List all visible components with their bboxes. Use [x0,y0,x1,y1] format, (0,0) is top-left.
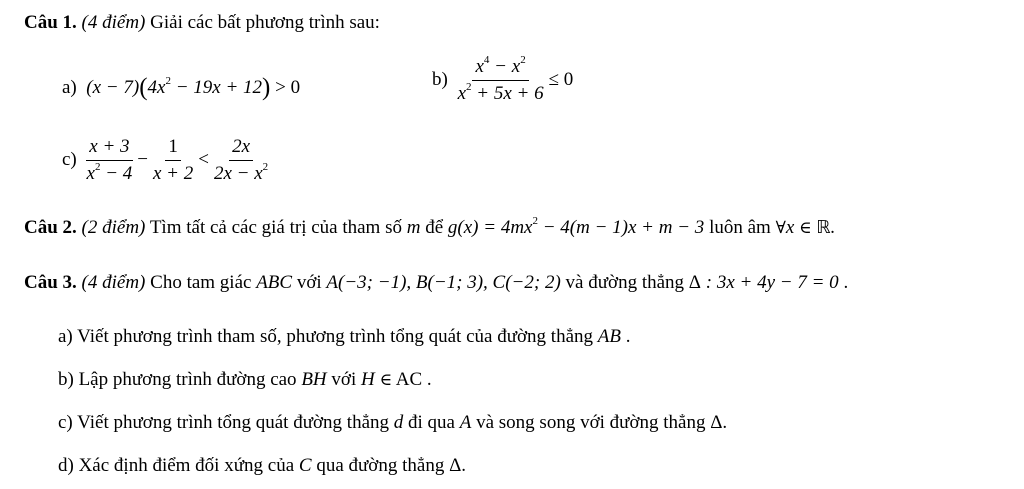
question-3-text-3: và đường thẳng [565,272,685,293]
question-3c-parallel: và song song với đường thẳng Δ. [476,412,728,433]
question-3d-rest: qua đường thẳng Δ. [316,455,467,476]
question-3-text-2: với [296,272,322,293]
question-3a-text: a) Viết phương trình tham số, phương trình tổng quát của đường thẳng [58,326,593,347]
question-1-points: (4 điểm) [81,12,146,33]
question-1c-label: c) [62,148,77,170]
question-2-label: Câu 2. [24,217,77,238]
inequality-1c: $\frac{x + 3}{x^2 - 4}$ − $\frac{1}{x + 2}$ < $\frac{2x}{2x - x^2}$ [86,136,269,184]
question-1b [432,56,573,105]
question-2-param: m [406,217,421,238]
question-2-text: Tìm tất cả các giá trị của tham số [149,217,402,238]
question-1a [62,74,300,102]
question-1b-label: b) [432,68,448,90]
question-3a: a) Viết phương trình tham số, phương trình tổng quát của đường thẳng AB . [58,326,631,347]
question-3c-text: c) Viết phương trình tổng quát đường thẳng [58,412,390,433]
question-2 [24,217,835,239]
inequality-1a: $(x - 7)(4x^2 - 19x + 12) > 0$ [81,74,301,101]
points-abc: A(−3; −1), B(−1; 3), C(−2; 2) [326,272,561,293]
question-1-heading [24,12,380,34]
question-1-text: Giải các bất phương trình sau: [150,12,380,33]
question-3-points: (4 điểm) [81,272,146,293]
question-3c-thru: đi qua [408,412,455,433]
inequality-1b: $\frac{x^4 - x^2}{x^2 + 5x + 6}$ ≤ 0 [457,54,574,104]
question-1-label: Câu 1. [24,12,77,33]
point-c: C [298,455,312,476]
h-in-ac: H ∈ AC . [360,369,432,390]
question-3d-text: d) Xác định điểm đối xứng của [58,455,295,476]
question-3b-text: b) Lập phương trình đường cao [58,369,297,390]
for-all-x: ∀x ∈ ℝ. [775,217,836,238]
question-3b-with: với [331,369,357,390]
altitude-bh: BH [301,369,327,390]
line-delta: Δ : 3x + 4y − 7 = 0 . [688,272,849,293]
question-3c [58,412,727,434]
question-3b [58,369,432,391]
question-3-heading [24,272,848,294]
question-3-text-1: Cho tam giác [150,272,252,293]
line-d: d [393,412,404,433]
question-3-label: Câu 3. [24,272,77,293]
question-2-points: (2 điểm) [81,217,146,238]
question-2-de: để [425,217,444,238]
question-2-luon-am: luôn âm [709,217,771,238]
question-3d [58,455,466,477]
question-1c [62,136,273,185]
question-1a-label: a) [62,77,77,98]
point-a: A [459,412,472,433]
function-g: $g(x) = 4mx^2 - 4(m - 1)x + m - 3$ [447,215,705,238]
line-ab: AB [597,326,621,347]
triangle-abc: ABC [256,272,293,293]
